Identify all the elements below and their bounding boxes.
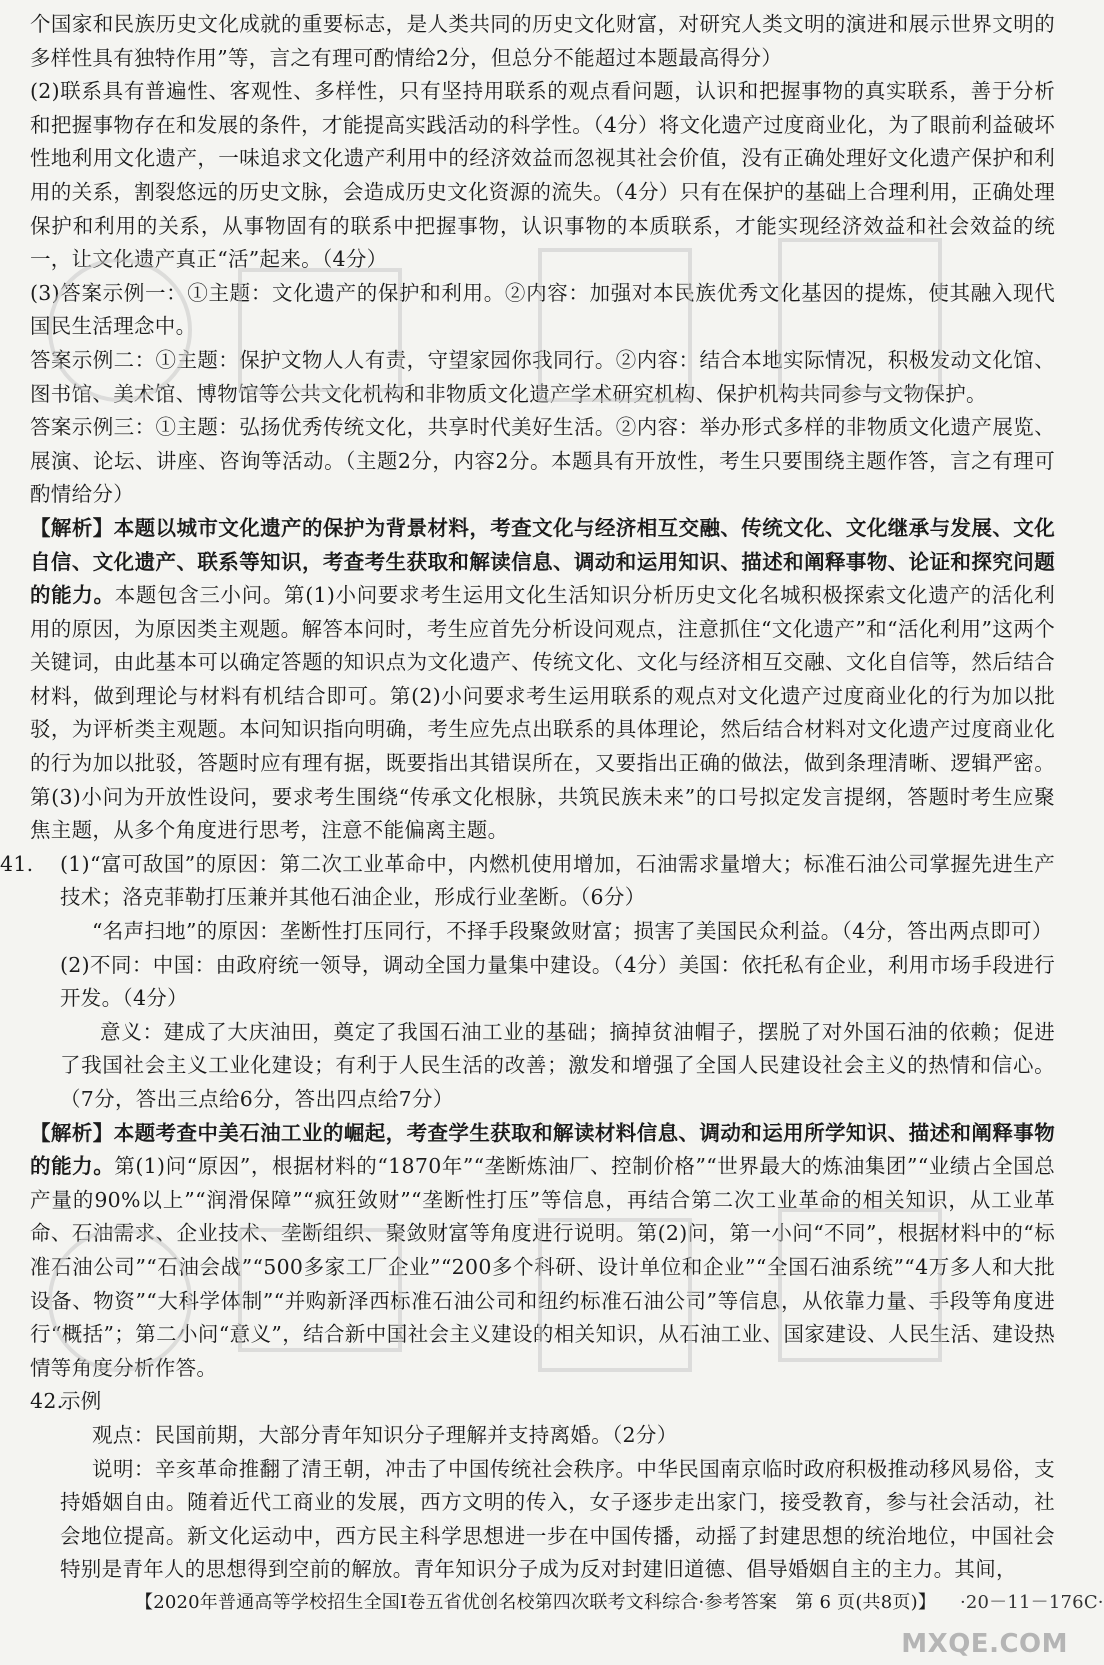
- question-number-42: 42.: [30, 1389, 64, 1414]
- analysis-summary: 本题考查中美石油工业的崛起，考查学生获取和解读材料信息、调动和运用所学知识、描述和阐释事物的能力。: [30, 1120, 1055, 1179]
- answer-content: [0, 8, 1055, 1587]
- paragraph-q2-answer: (2)联系具有普遍性、客观性、多样性，只有坚持用联系的观点看问题，认识和把握事物的真实联系，善于分析和把握事物存在和发展的条件，才能提高实践活动的科学性。（4分）将文化遗产过度商业化，为了眼前利益破坏性地利用文化遗产，一味追求文化遗产利用中的经济效益而忽视其社会价值，没有正确处理好文化遗产保护和利用的关系，割裂悠远的历史文脉，会造成历史文化资源的流失。（4分）只有在保护的基础上合理利用，正确处理保护和利用的关系，从事物固有的联系中把握事物，认识事物的本质联系，才能实现经济效益和社会效益的统一，让文化遗产真正“活”起来。（4分）: [30, 79, 1055, 272]
- q42-explanation: [30, 1453, 1055, 1587]
- analysis-detail: 本题包含三小问。第(1)小问要求考生运用文化生活知识分析历史文化名城积极探索文化遗产的活化利用的原因，为原因类主观题。解答本问时，考生应首先分析设问观点，注意抓住“文化遗产”和“活化利用”这两个关键词，由此基本可以确定答题的知识点为文化遗产、传统文化、文化与经济相互交融、文化自信等，然后结合材料，做到理论与材料有机结合即可。第(2)小问要求考生运用联系的观点对文化遗产过度商业化的行为加以批驳，为评析类主观题。本问知识指向明确，考生应先点出联系的具体理论，然后结合材料对文化遗产过度商业化的行为加以批驳，答题时应有理有据，既要指出其错误所在，又要指出正确的做法，做到条理清晰、逻辑严密。第(3)小问为开放性设问，要求考生围绕“传承文化根脉，共筑民族未来”的口号拟定发言提纲，答题时考生应聚焦主题，从多个角度进行思考，注意不能偏离主题。: [30, 583, 1055, 843]
- q41-significance: [30, 1016, 1055, 1117]
- analysis-paragraph-40: [30, 512, 1055, 848]
- paragraph-q3-example-1: (3)答案示例一：①主题：文化遗产的保护和利用。②内容：加强对本民族优秀文化基因的提炼，使其融入现代国民生活理念中。: [30, 280, 1055, 339]
- q42-label: 示例: [60, 1389, 102, 1414]
- paragraph-scoring-note: 个国家和民族历史文化成就的重要标志，是人类共同的历史文化财富，对研究人类文明的演进和展示世界文明的多样性具有独特作用”等，言之有理可酌情给2分，但总分不能超过本题最高得分）: [30, 12, 1055, 70]
- q41-part2: (2)不同：中国：由政府统一领导，调动全国力量集中建设。（4分）美国：依托私有企业，利用市场手段进行开发。（4分）: [60, 952, 1055, 1011]
- q41-significance-text: 意义：建成了大庆油田，奠定了我国石油工业的基础；摘掉贫油帽子，摆脱了对外国石油的依赖；促进了我国社会主义工业化建设；有利于人民生活的改善；激发和增强了全国人民建设社会主义的热情和信心。（7分，答出三点给6分，答出四点给7分）: [60, 1019, 1055, 1111]
- q41-part1: [0, 848, 1055, 915]
- footer-title: 【2020年普通高等学校招生全国Ⅰ卷五省优创名校第四次联考文科综合·参考答案 第 6 页(共8页)】: [135, 1592, 937, 1613]
- q41-part1-b: “名声扫地”的原因：垄断性打压同行，不择手段聚敛财富；损害了美国民众利益。（4分，答出两点即可）: [92, 919, 1053, 944]
- analysis-label: 【解析】: [30, 1120, 114, 1145]
- footer-code: ·20－11－176C·: [959, 1592, 1104, 1613]
- paragraph-q3-example-3: 答案示例三：①主题：弘扬优秀传统文化，共享时代美好生活。②内容：举办形式多样的非物质文化遗产展览、展演、论坛、讲座、咨询等活动。（主题2分，内容2分。本题具有开放性，考生只要围绕主题作答，言之有理可酌情给分）: [30, 415, 1055, 507]
- q41-part1-text: (1)“富可敌国”的原因：第二次工业革命中，内燃机使用增加，石油需求量增大；标准石油公司掌握先进生产技术；洛克菲勒打压兼并其他石油企业，形成行业垄断。（6分）: [60, 851, 1055, 910]
- q42-viewpoint: 观点：民国前期，大部分青年知识分子理解并支持离婚。（2分）: [92, 1422, 678, 1447]
- watermark-site: MXQE.COM: [901, 1629, 1068, 1659]
- analysis-summary: 本题以城市文化遗产的保护为背景材料，考查文化与经济相互交融、传统文化、文化继承与发展、文化自信、文化遗产、联系等知识，考查考生获取和解读信息、调动和运用知识、描述和阐释事物、论证和探究问题的能力。: [30, 515, 1055, 608]
- question-number-41: 41.: [0, 851, 34, 876]
- analysis-detail: 第(1)问“原因”，根据材料的“1870年”“垄断炼油厂、控制价格”“世界最大的炼油集团”“业绩占全国总产量的90%以上”“润滑保障”“疯狂敛财”“垄断性打压”等信息，再结合第二次工业革命的相关知识，从工业革命、石油需求、企业技术、垄断组织、聚敛财富等角度进行说明。第(2)问，第一小问“不同”，根据材料中的“标准石油公司”“石油会战”“500多家工厂企业”“200多个科研、设计单位和企业”“全国石油系统”“4万多人和大批设备、物资”“大科学体制”“并购新泽西标准石油公司和纽约标准石油公司”等信息，从依靠力量、手段等角度进行“概括”；第二小问“意义”，结合新中国社会主义建设的相关知识，从石油工业、国家建设、人民生活、建设热情等角度分析作答。: [30, 1154, 1055, 1380]
- analysis-paragraph-41: [30, 1117, 1055, 1386]
- page-footer: [135, 1590, 1104, 1616]
- paragraph-q3-example-2: 答案示例二：①主题：保护文物人人有责，守望家园你我同行。②内容：结合本地实际情况，积极发动文化馆、图书馆、美术馆、博物馆等公共文化机构和非物质文化遗产学术研究机构、保护机构共同参与文物保护。: [30, 347, 1055, 406]
- q42-header: [30, 1385, 1055, 1419]
- analysis-label: 【解析】: [30, 515, 114, 540]
- q42-explanation-text: 说明：辛亥革命推翻了清王朝，冲击了中国传统社会秩序。中华民国南京临时政府积极推动移风易俗，支持婚姻自由。随着近代工商业的发展，西方文明的传入，女子逐步走出家门，接受教育，参与社会活动，社会地位提高。新文化运动中，西方民主科学思想进一步在中国传播，动摇了封建思想的统治地位，中国社会特别是青年人的思想得到空前的解放。青年知识分子成为反对封建旧道德、倡导婚姻自主的主力。其间，: [60, 1456, 1055, 1582]
